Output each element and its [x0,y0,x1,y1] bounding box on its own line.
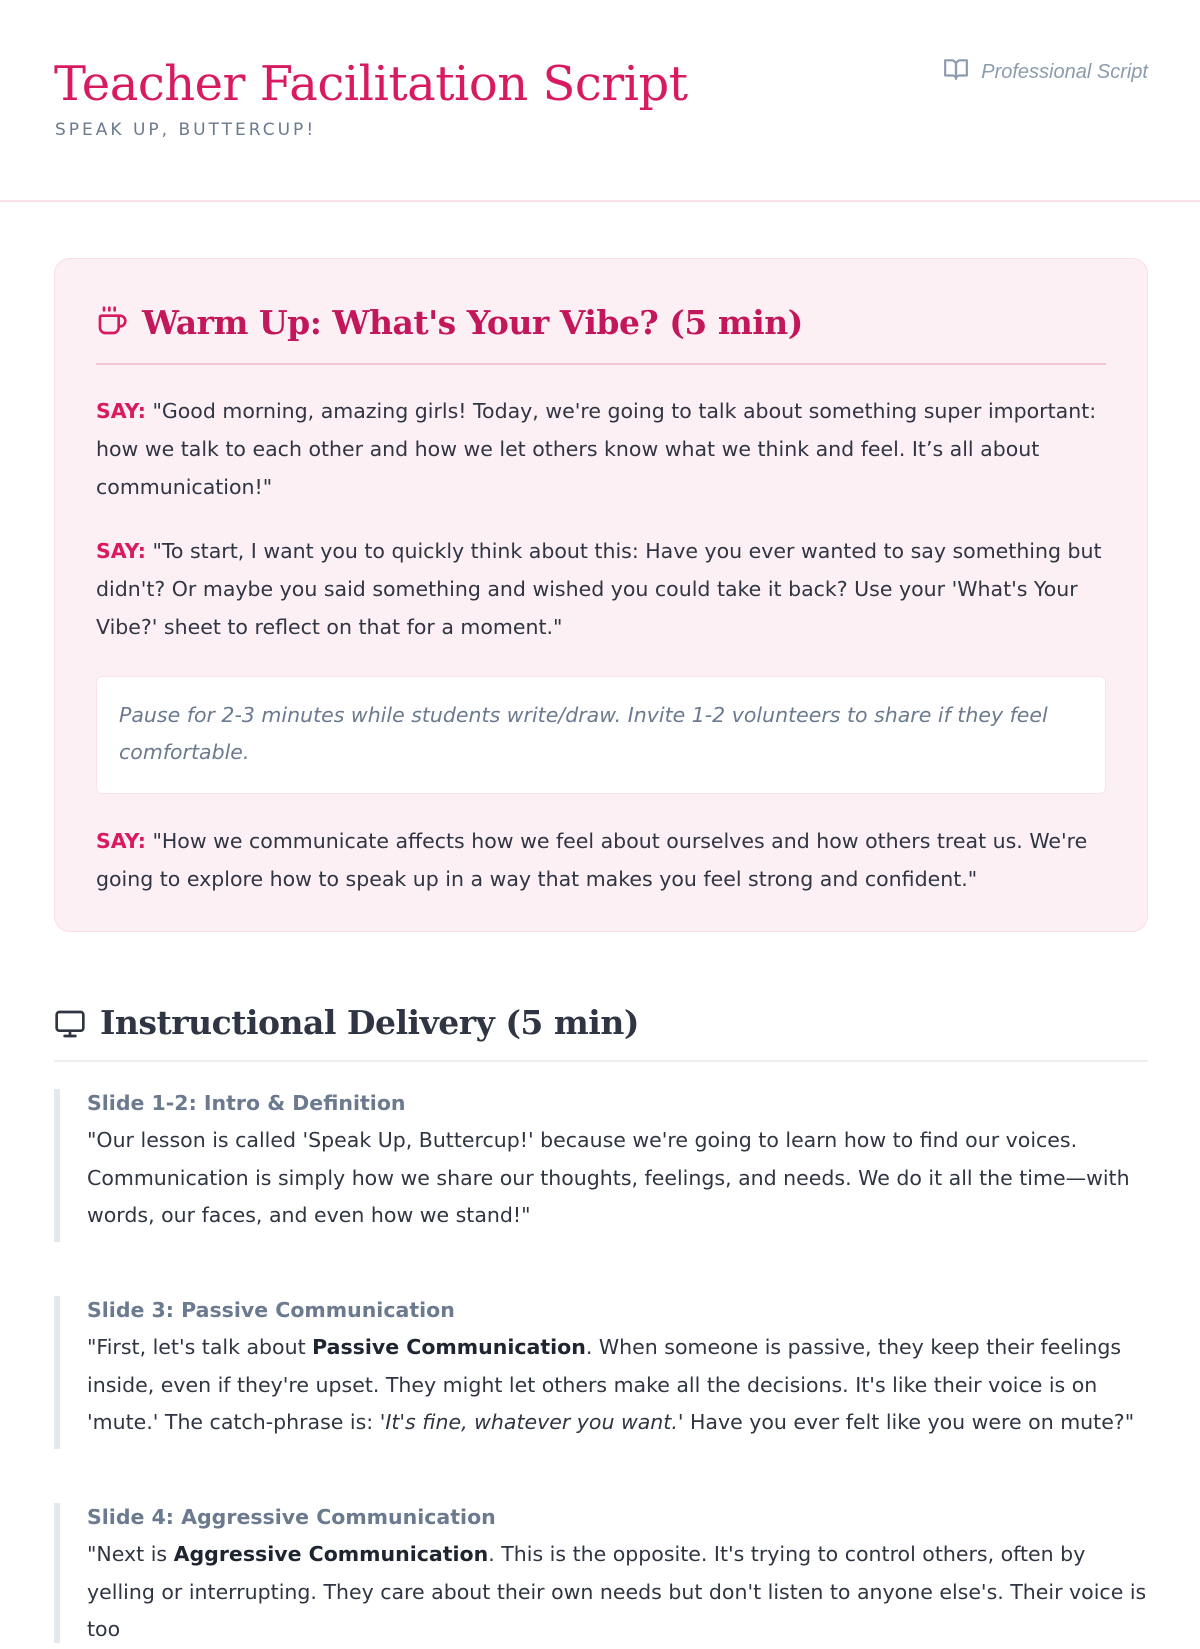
warm-up-title: Warm Up: What's Your Vibe? (5 min) [142,303,803,342]
say-label: SAY: [96,829,146,853]
slide-text-part: "Next is [87,1542,174,1566]
slide-text-part: . When someone is passive, they keep their feelings inside, even if they're upset. They might let others make all the decisions. It's like their voice is on 'mute.' The catch-phrase is: [87,1335,1122,1434]
page-header [0,0,1200,202]
say-label: SAY: [96,399,146,423]
catch-phrase: 'It's fine, whatever you want.' [379,1410,684,1434]
say-paragraph [96,392,1106,506]
slide-title: Slide 1-2: Intro & Definition [87,1091,406,1115]
page-subtitle: SPEAK UP, BUTTERCUP! [55,120,317,140]
term-passive: Passive Communication [312,1335,586,1359]
say-label: SAY: [96,539,146,563]
slide-text: "Our lesson is called 'Speak Up, Buttercup!' because we're going to learn how to find our voices. Communication is simply how we share our thoughts, feelings, and needs. We do it all the time—with words, our faces, and even how we stand!" [87,1128,1130,1227]
slide-block [54,1296,1148,1449]
say-text: "To start, I want you to quickly think about this: Have you ever wanted to say something but didn't? Or maybe you said something and wished you could take it back? Use your 'What's Your Vibe?' sheet to reflect on that for a moment." [96,539,1102,639]
slide-title: Slide 3: Passive Communication [87,1298,455,1322]
term-aggressive: Aggressive Communication [173,1542,489,1566]
slide-text [87,1536,1148,1649]
slide-text-part: Have you ever felt like you were on mute?" [683,1410,1135,1434]
say-paragraph [96,822,1106,898]
script-badge [943,56,1148,88]
warm-up-card [54,258,1148,932]
slide-text-part: . This is the opposite. It's trying to control others, often by yelling or interrupting. They care about their own needs but don't listen to anyone else's. Their voice is too [87,1542,1147,1641]
say-text: "Good morning, amazing girls! Today, we're going to talk about something super important: how we talk to each other and how we let others know what we think and feel. It’s all about communication!" [96,399,1097,499]
instruction-header [54,1000,1148,1062]
say-paragraph [96,532,1106,646]
monitor-icon [54,1000,86,1044]
slide-title: Slide 4: Aggressive Communication [87,1505,496,1529]
instruction-title: Instructional Delivery (5 min) [100,1003,639,1042]
coffee-icon [96,305,128,341]
badge-label: Professional Script [981,60,1148,83]
slide-text [87,1329,1148,1442]
slide-text-part: "First, let's talk about [87,1335,313,1359]
slide-block [54,1503,1148,1643]
pause-note: Pause for 2-3 minutes while students write/draw. Invite 1-2 volunteers to share if they feel comfortable. [96,676,1106,794]
slide-block [54,1089,1148,1242]
page-title: Teacher Facilitation Script [54,56,688,112]
book-icon [943,56,969,88]
say-text: "How we communicate affects how we feel about ourselves and how others treat us. We're going to explore how to speak up in a way that makes you feel strong and confident." [96,829,1088,891]
warm-up-header [96,297,1106,365]
